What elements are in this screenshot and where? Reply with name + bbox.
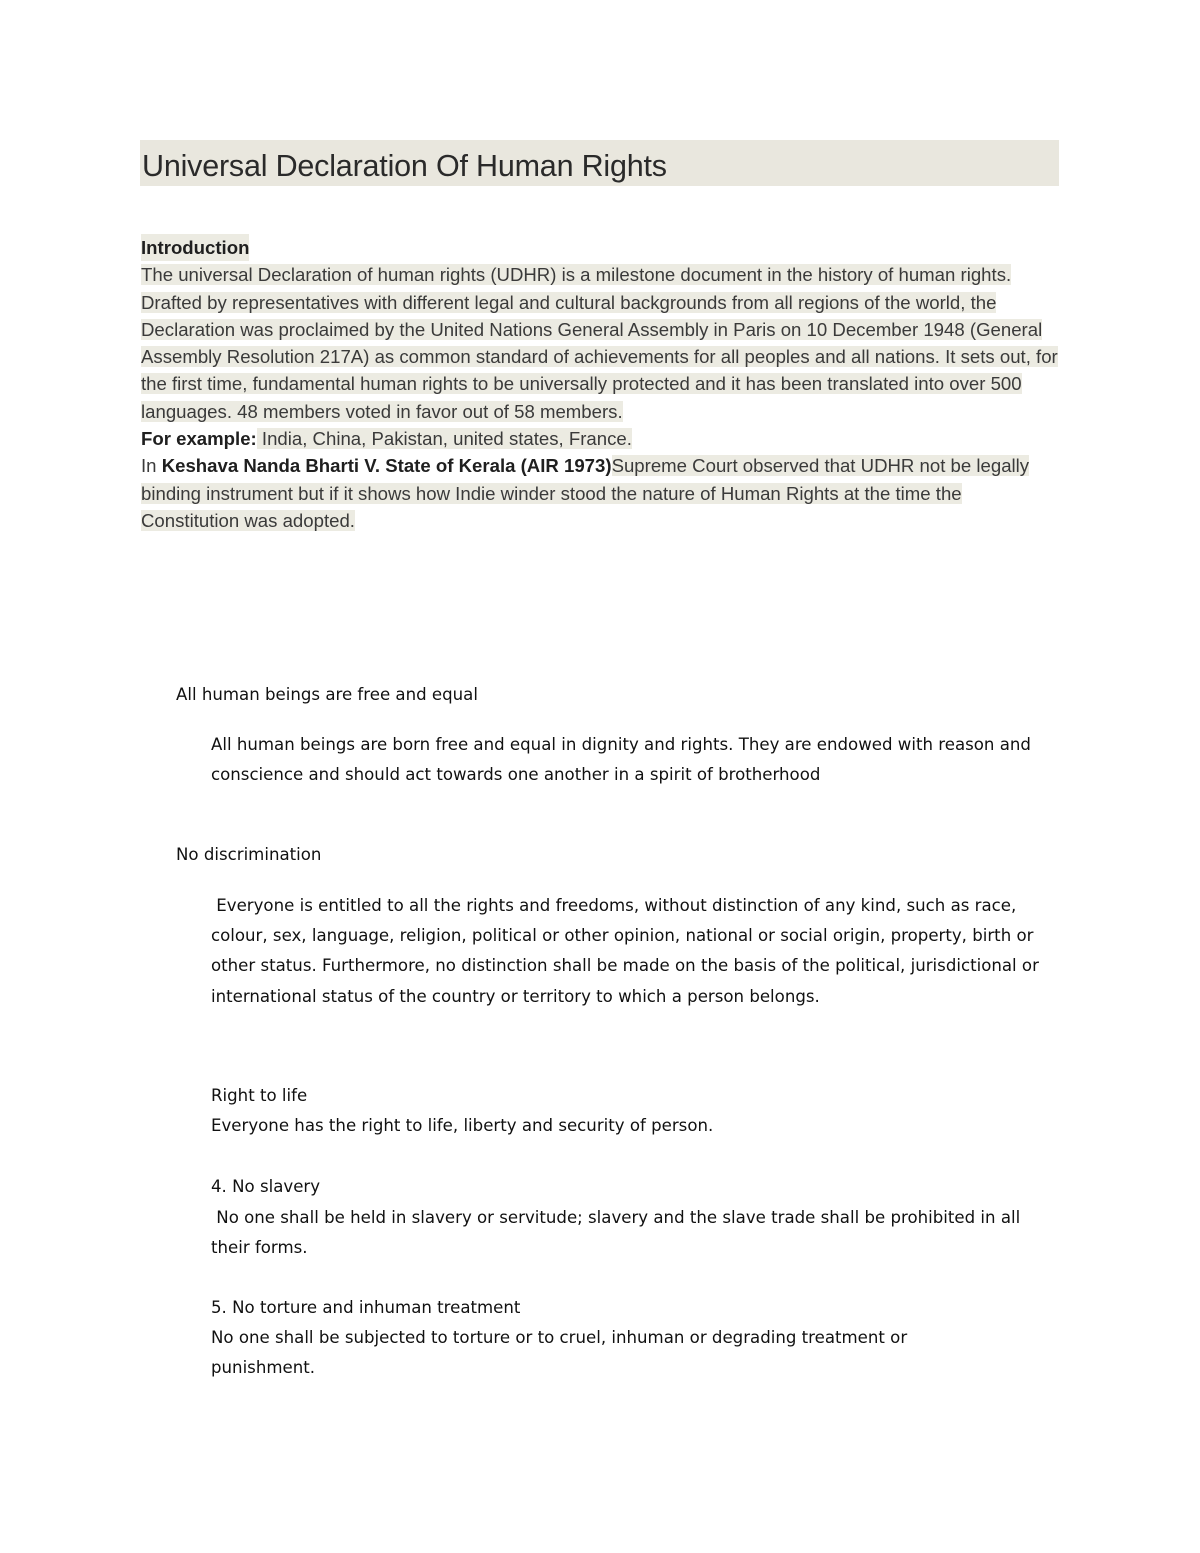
article-heading-no-discrimination: No discrimination [176,845,322,864]
example-label: For example: [141,428,257,450]
introduction-section [141,234,1061,534]
case-name: Keshava Nanda Bharti V. State of Kerala (AIR 1973) [161,455,612,477]
article-body-no-slavery: No one shall be held in slavery or servitude; slavery and the slave trade shall be prohibited in all their forms. [211,1208,1026,1258]
introduction-paragraph-block [141,261,1061,425]
example-line [141,425,1061,452]
article-heading-right-to-life: Right to life [211,1086,308,1105]
introduction-paragraph: The universal Declaration of human rights (UDHR) is a milestone document in the history of human rights. Drafted by representatives with different legal and cultural backgrounds from all regions of the world, the Declaration was proclaimed by the United Nations General Assembly in Paris on 10 December 1948 (General Assembly Resolution 217A) as common standard of achievements for all peoples and all nations. It sets out, for the first time, fundamental human rights to be universally protected and it has been translated into over 500 languages. 48 members voted in favor out of 58 members. [141,264,1058,422]
example-text: India, China, Pakistan, united states, France. [256,428,632,450]
article-body-free-equal: All human beings are born free and equal in dignity and rights. They are endowed with reason and conscience and should act towards one another in a spirit of brotherhood [211,735,1031,785]
case-paragraph [141,452,1061,534]
article-body-no-torture: No one shall be subjected to torture or to cruel, inhuman or degrading treatment or punishment. [211,1328,908,1378]
introduction-heading: Introduction [141,234,249,261]
article-body-right-to-life: Everyone has the right to life, liberty and security of person. [211,1116,714,1135]
case-prefix: In [141,455,162,477]
article-heading-no-slavery: 4. No slavery [211,1177,321,1196]
document-title: Universal Declaration Of Human Rights [142,149,667,183]
case-text: Supreme Court observed that UDHR not be legally binding instrument but if it shows how Indie winder stood the nature of Human Rights at the time the Constitution was adopted. [141,455,1030,531]
article-heading-no-torture: 5. No torture and inhuman treatment [211,1298,521,1317]
article-heading-free-equal: All human beings are free and equal [176,685,478,704]
article-body-no-discrimination: Everyone is entitled to all the rights and freedoms, without distinction of any kind, such as race, colour, sex, language, religion, political or other opinion, national or social origin, property, birth or other status. Furthermore, no distinction shall be made on the basis of the political, jurisdictional or international status of the country or territory to which a person belongs. [211,896,1045,1006]
